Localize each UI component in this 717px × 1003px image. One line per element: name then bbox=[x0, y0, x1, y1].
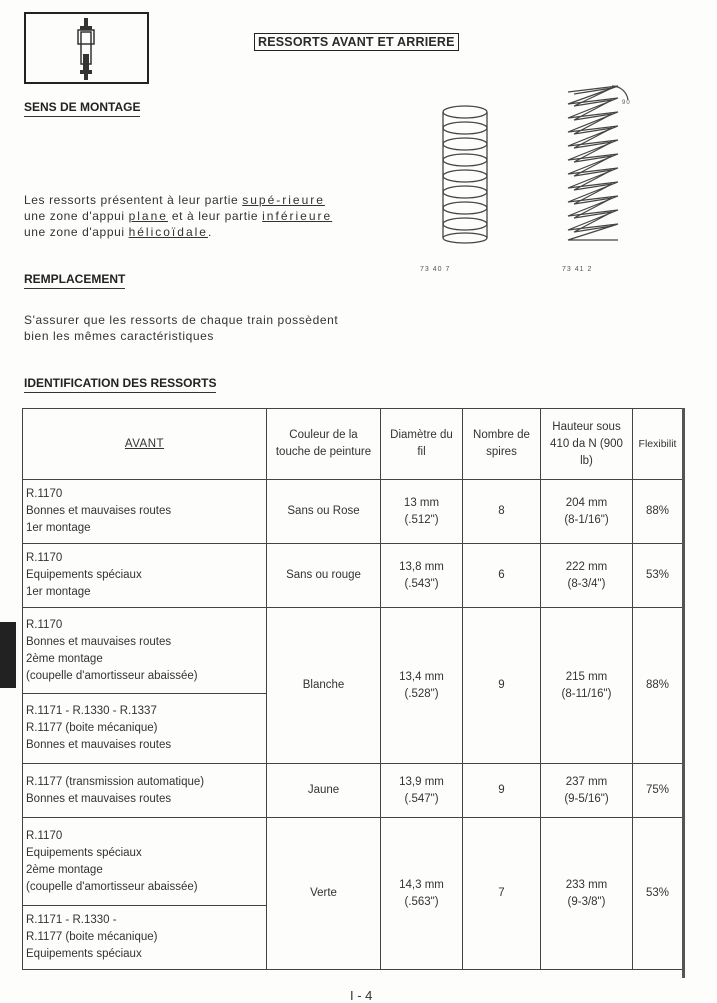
cell-flex: 75% bbox=[633, 764, 683, 818]
cell-couleur: Sans ou rouge bbox=[267, 544, 381, 608]
cell-hauteur: 233 mm (9-3/8") bbox=[541, 818, 633, 970]
cell-flex: 88% bbox=[633, 480, 683, 544]
table-row bbox=[23, 818, 683, 906]
header-couleur: Couleur de la touche de peinture bbox=[267, 409, 381, 480]
cell-avant: R.1170 Bonnes et mauvaises routes 2ème montage (coupelle d'amortisseur abaissée) bbox=[23, 608, 267, 694]
figure-label-left: 73 40 7 bbox=[420, 266, 451, 273]
angle-label: 90 bbox=[622, 100, 631, 106]
cell-flex: 53% bbox=[633, 818, 683, 970]
cell-couleur: Verte bbox=[267, 818, 381, 970]
cell-spires: 8 bbox=[463, 480, 541, 544]
header-diametre: Diamètre du fil bbox=[381, 409, 463, 480]
shock-absorber-icon bbox=[26, 14, 147, 82]
page-number: I - 4 bbox=[350, 988, 373, 1003]
cell-diametre: 13,9 mm (.547") bbox=[381, 764, 463, 818]
cell-avant: R.1171 - R.1330 - R.1337 R.1177 (boite mécanique) Bonnes et mauvaises routes bbox=[23, 694, 267, 764]
cell-flex: 53% bbox=[633, 544, 683, 608]
page-edge-mark bbox=[0, 622, 16, 688]
table-row bbox=[23, 608, 683, 694]
cell-diametre: 13,8 mm (.543") bbox=[381, 544, 463, 608]
table-row bbox=[23, 764, 683, 818]
header-avant: AVANT bbox=[23, 409, 267, 480]
heading-sens-de-montage: SENS DE MONTAGE bbox=[24, 100, 140, 117]
header-flexibilite: Flexibilit bbox=[633, 409, 683, 480]
cell-flex: 88% bbox=[633, 608, 683, 764]
shock-absorber-icon-box bbox=[24, 12, 149, 84]
cell-hauteur: 237 mm (9-5/16") bbox=[541, 764, 633, 818]
page-title: RESSORTS AVANT ET ARRIERE bbox=[254, 33, 459, 51]
cell-couleur: Blanche bbox=[267, 608, 381, 764]
spring-identification-table bbox=[22, 408, 683, 970]
header-hauteur: Hauteur sous 410 da N (900 lb) bbox=[541, 409, 633, 480]
cell-spires: 9 bbox=[463, 764, 541, 818]
cell-avant: R.1171 - R.1330 - R.1177 (boite mécanique) Equipements spéciaux bbox=[23, 906, 267, 970]
table-row bbox=[23, 544, 683, 608]
spring-figure-left bbox=[430, 100, 500, 255]
cell-avant: R.1177 (transmission automatique) Bonnes et mauvaises routes bbox=[23, 764, 267, 818]
cell-diametre: 13 mm (.512") bbox=[381, 480, 463, 544]
cell-spires: 6 bbox=[463, 544, 541, 608]
cell-hauteur: 215 mm (8-11/16") bbox=[541, 608, 633, 764]
cell-hauteur: 204 mm (8-1/16") bbox=[541, 480, 633, 544]
sens-description: Les ressorts présentent à leur partie supé-rieure une zone d'appui plane et à leur partie inférieure une zone d'appui hélicoïdale. bbox=[24, 193, 333, 239]
cell-avant: R.1170 Bonnes et mauvaises routes 1er montage bbox=[23, 480, 267, 544]
cell-diametre: 13,4 mm (.528") bbox=[381, 608, 463, 764]
cell-hauteur: 222 mm (8-3/4") bbox=[541, 544, 633, 608]
table-header-row bbox=[23, 409, 683, 480]
heading-identification: IDENTIFICATION DES RESSORTS bbox=[24, 376, 216, 393]
cell-avant: R.1170 Equipements spéciaux 1er montage bbox=[23, 544, 267, 608]
table-row bbox=[23, 480, 683, 544]
cell-couleur: Sans ou Rose bbox=[267, 480, 381, 544]
remplacement-text: S'assurer que les ressorts de chaque train possèdent bien les mêmes caractéristiques bbox=[24, 313, 339, 343]
heading-remplacement: REMPLACEMENT bbox=[24, 272, 125, 289]
page-edge-shadow bbox=[682, 408, 685, 978]
figure-label-right: 73 41 2 bbox=[562, 266, 593, 273]
cell-spires: 7 bbox=[463, 818, 541, 970]
coil-spring-illustration bbox=[430, 100, 500, 250]
cell-diametre: 14,3 mm (.563") bbox=[381, 818, 463, 970]
cell-couleur: Jaune bbox=[267, 764, 381, 818]
header-nombre: Nombre de spires bbox=[463, 409, 541, 480]
cell-avant: R.1170 Equipements spéciaux 2ème montage (coupelle d'amortisseur abaissée) bbox=[23, 818, 267, 906]
cell-spires: 9 bbox=[463, 608, 541, 764]
